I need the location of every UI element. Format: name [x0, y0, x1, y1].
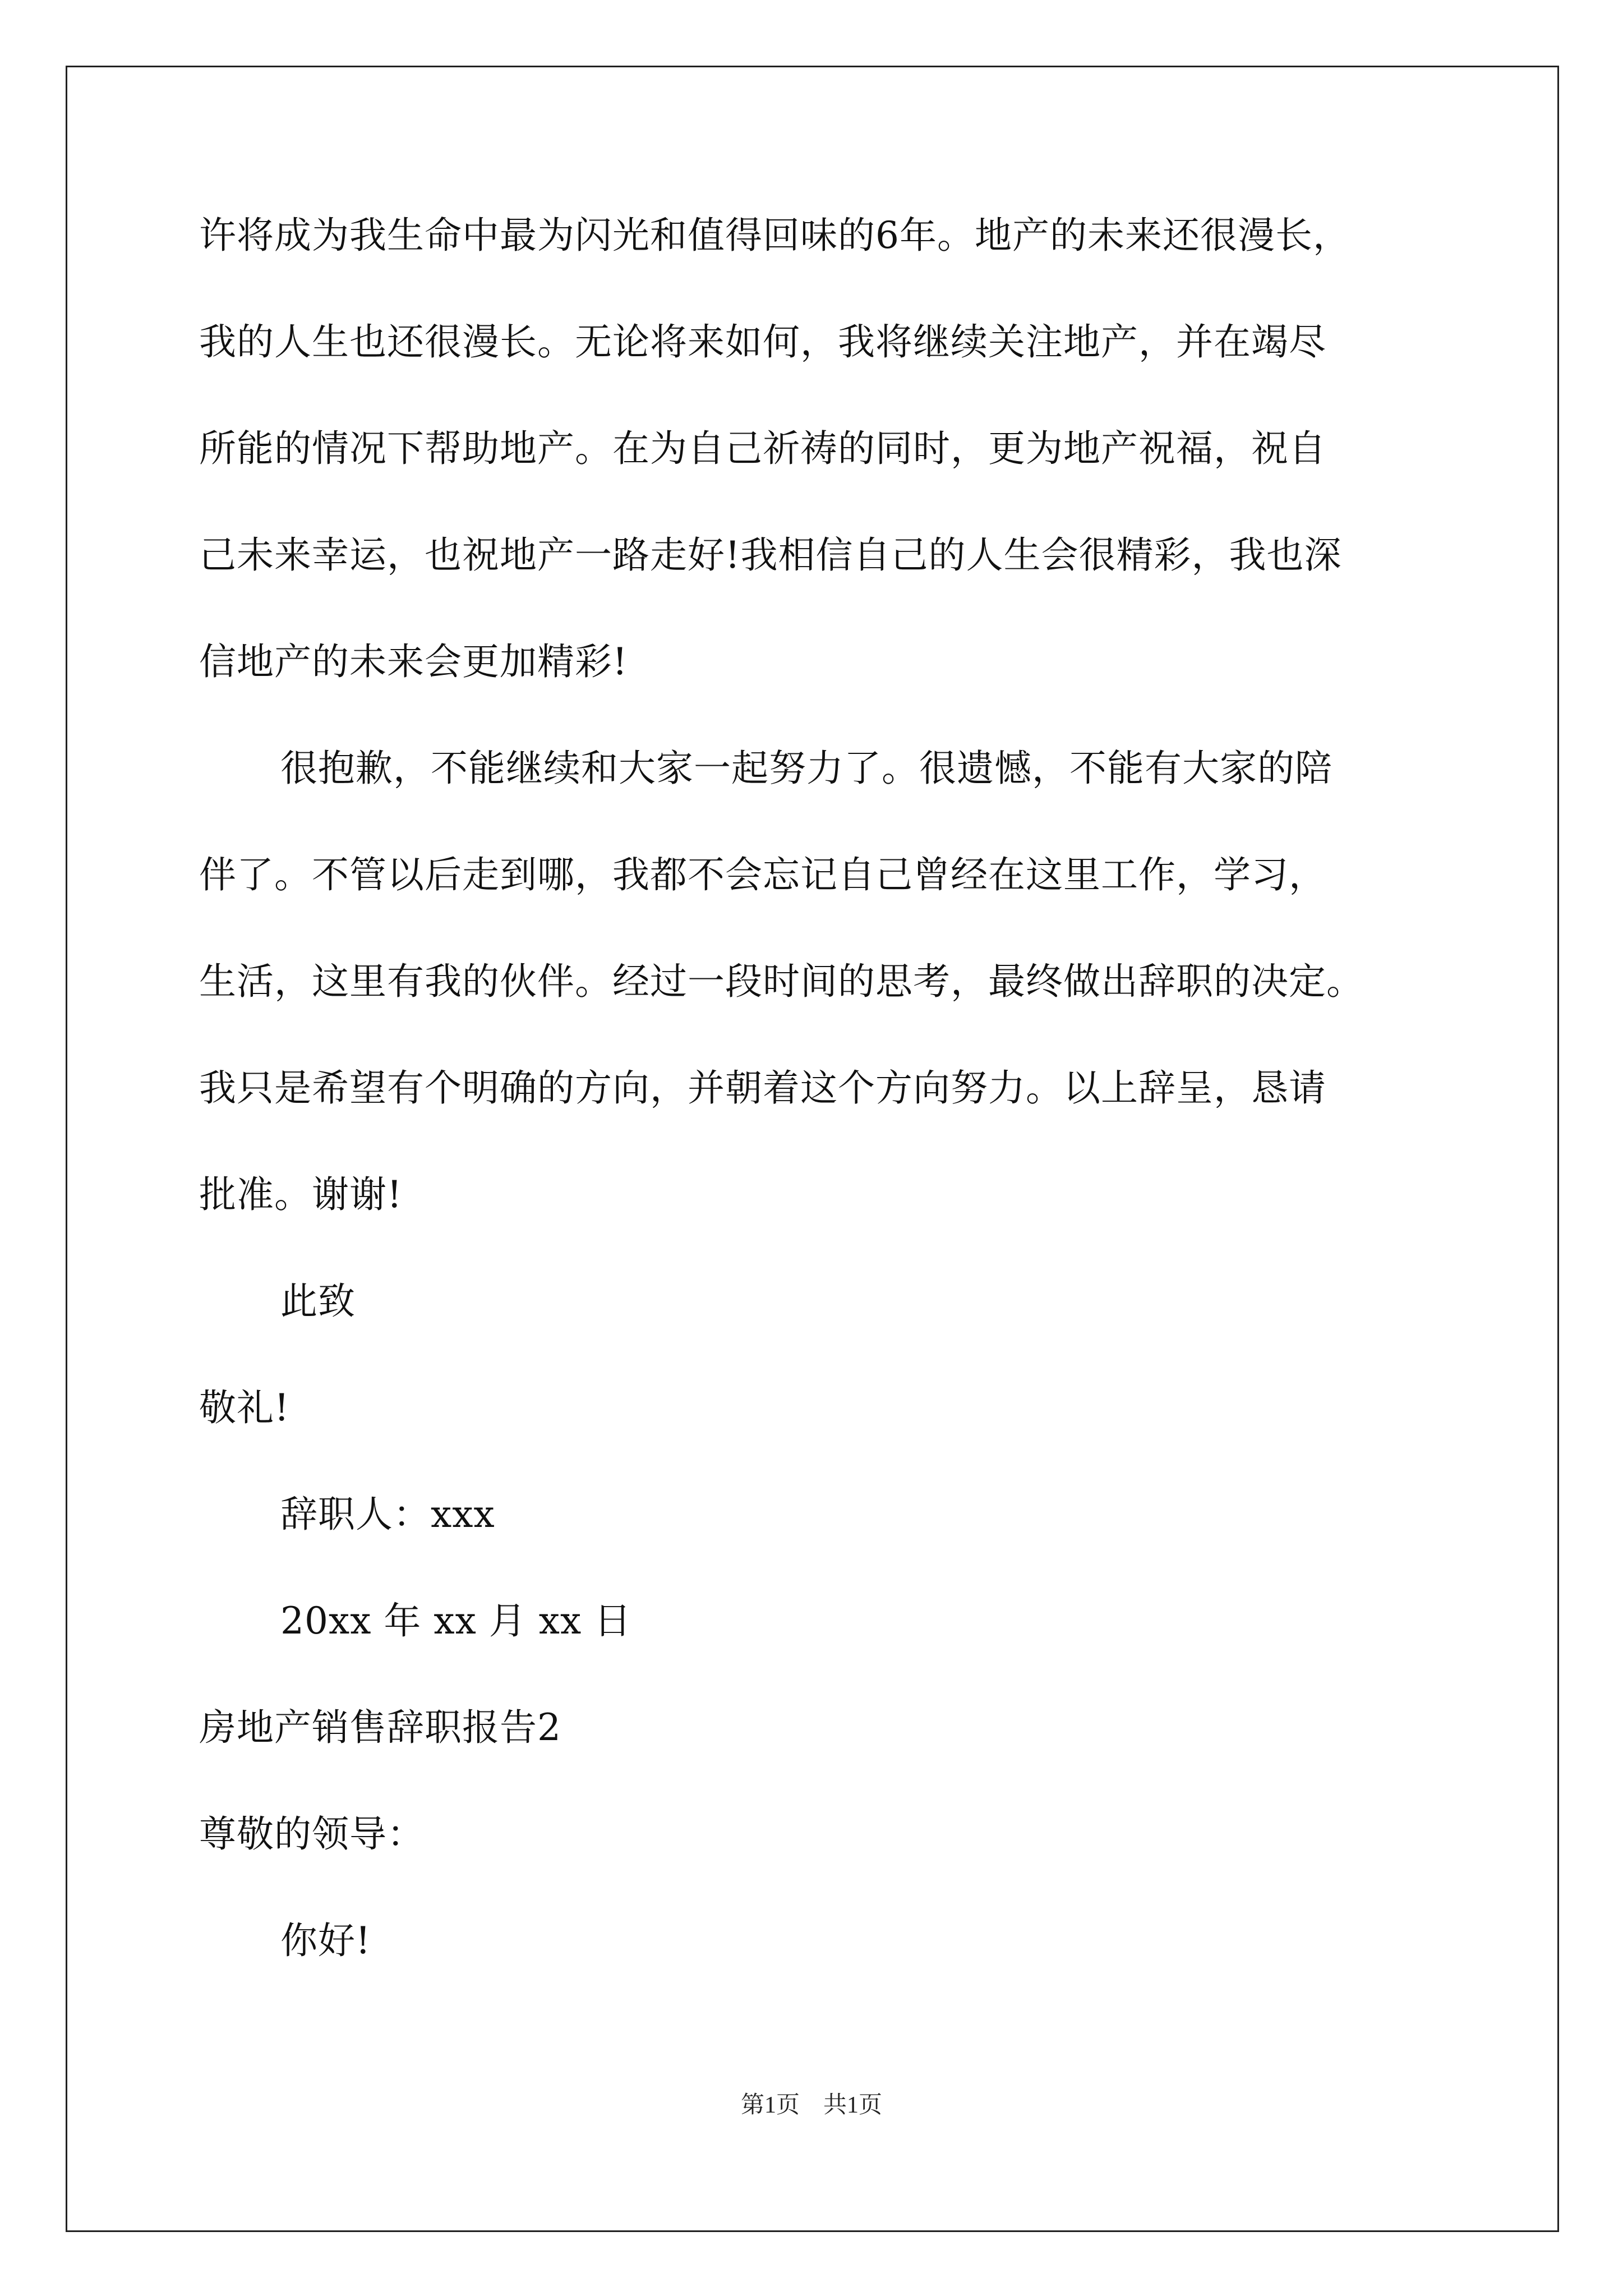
paragraph-line: 我只是希望有个明确的方向，并朝着这个方向努力。以上辞呈，恳请	[199, 1066, 1326, 1110]
page-footer: 第1页 共1页	[740, 2092, 882, 2118]
paragraph-line: 许将成为我生命中最为闪光和值得回味的6年。地产的未来还很漫长，	[199, 214, 1350, 257]
paragraph-line: 批准。谢谢!	[199, 1173, 403, 1216]
paragraph-line: 伴了。不管以后走到哪，我都不会忘记自己曾经在这里工作，学习，	[199, 853, 1326, 896]
date-line: 20xx 年 xx 月 xx 日	[280, 1599, 632, 1642]
paragraph-line: 生活，这里有我的伙伴。经过一段时间的思考，最终做出辞职的决定。	[199, 960, 1364, 1003]
paragraph-line: 所能的情况下帮助地产。在为自己祈祷的同时，更为地产祝福，祝自	[199, 427, 1326, 470]
paragraph-line: 信地产的未来会更加精彩!	[199, 640, 628, 683]
closing-regards: 敬礼!	[199, 1386, 290, 1429]
signature-line: 辞职人：xxx	[280, 1493, 495, 1536]
greeting-line: 尊敬的领导：	[199, 1812, 425, 1856]
section-title: 房地产销售辞职报告2	[199, 1706, 561, 1749]
paragraph-line: 己未来幸运，也祝地产一路走好!我相信自己的人生会很精彩，我也深	[199, 533, 1342, 577]
paragraph-line: 很抱歉，不能继续和大家一起努力了。很遗憾，不能有大家的陪	[280, 747, 1332, 790]
closing-salutation: 此致	[280, 1280, 356, 1323]
greeting-hello: 你好!	[280, 1919, 371, 1962]
paragraph-line: 我的人生也还很漫长。无论将来如何，我将继续关注地产，并在竭尽	[199, 320, 1326, 364]
page-border	[66, 66, 1559, 2232]
